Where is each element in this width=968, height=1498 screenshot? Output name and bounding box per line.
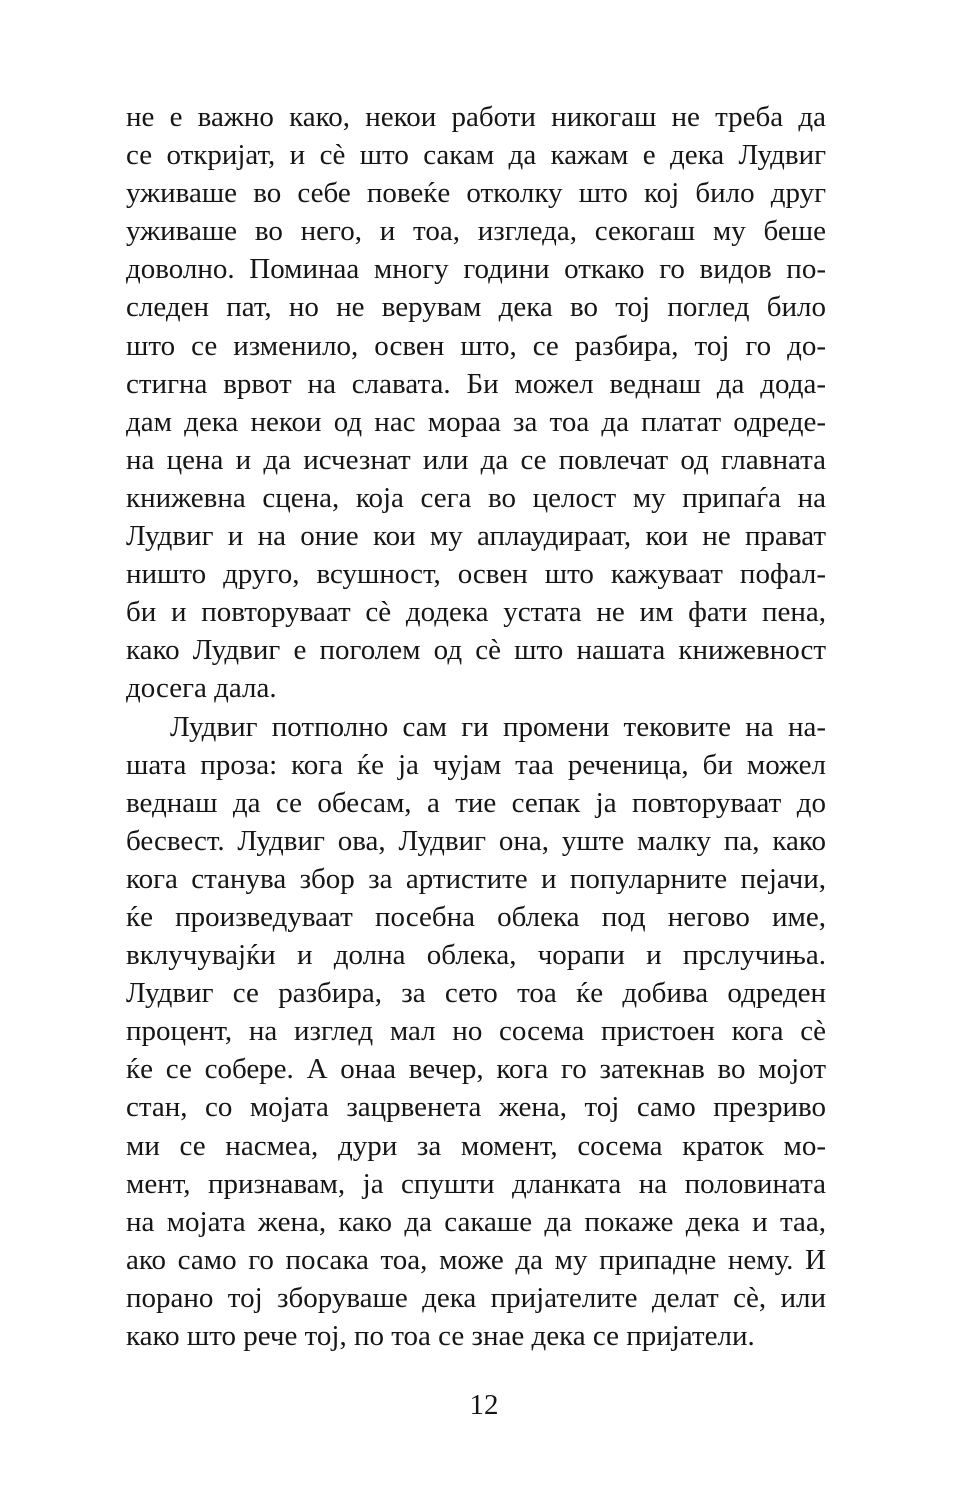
text-line: процент, на изглед мал но сосема пристоен кога сè — [126, 1015, 826, 1048]
text-line: дам дека некои од нас мораа за тоа да платат одреде- — [126, 405, 826, 438]
text-line: стан, со мојата зацрвенета жена, тој само презриво — [126, 1091, 826, 1124]
text-line: стигна врвот на славата. Би можел веднаш да дода- — [126, 367, 826, 400]
text-line: ќе се собере. А онаа вечер, кога го затекнав во мојот — [126, 1053, 826, 1086]
text-line: Лудвиг и на оние кои му аплаудираат, кои не прават — [126, 520, 826, 553]
text-line: ако само го посака тоа, може да му припадне нему. И — [126, 1243, 826, 1276]
paragraph — [126, 708, 826, 1356]
text-line: мент, признавам, ја спушти дланката на половината — [126, 1167, 826, 1200]
text-line: следен пат, но не верувам дека во тој поглед било — [126, 291, 826, 324]
text-line: уживаше во себе повеќе отколку што кој било друг — [126, 177, 826, 210]
text-line: кога станува збор за артистите и популарните пејачи, — [126, 862, 826, 895]
text-line: уживаше во него, и тоа, изгледа, секогаш му беше — [126, 215, 826, 248]
text-line: Лудвиг се разбира, за сето тоа ќе добива одреден — [126, 977, 826, 1010]
text-line: ништо друго, всушност, освен што кажуваат пофал- — [126, 558, 826, 591]
text-line: порано тој зборуваше дека пријателите делат сè, или — [126, 1281, 826, 1314]
text-line: се откријат, и сè што сакам да кажам е дека Лудвиг — [126, 139, 826, 172]
text-line: доволно. Поминаа многу години откако го видов по- — [126, 253, 826, 286]
text-line: не е важно како, некои работи никогаш не треба да — [126, 101, 826, 133]
text-line: ми се насмеа, дури за момент, сосема краток мо- — [126, 1129, 826, 1162]
text-line: на мојата жена, како да сакаше да покаже дека и таа, — [126, 1205, 826, 1238]
text-line: како што рече тој, по тоа се знае дека се пријатели. — [126, 1320, 755, 1352]
paragraph — [126, 98, 826, 708]
text-line: бесвест. Лудвиг ова, Лудвиг она, уште малку па, како — [126, 824, 826, 857]
body-text — [126, 98, 826, 1355]
text-line: што се изменило, освен што, се разбира, тој го до- — [126, 329, 826, 362]
text-line: би и повторуваат сè додека устата не им фати пена, — [126, 596, 826, 629]
text-line: веднаш да се обесам, а тие сепак ја повторуваат до — [126, 786, 826, 819]
text-line: книжевна сцена, која сега во целост му припаѓа на — [126, 481, 826, 514]
text-line: досега дала. — [126, 672, 277, 705]
text-line: ќе произведуваат посебна облека под негово име, — [126, 900, 826, 933]
text-line: шата проза: кога ќе ја чујам таа реченица, би можел — [126, 748, 826, 781]
text-line: Лудвиг потполно сам ги промени тековите на на- — [170, 710, 826, 743]
text-line: како Лудвиг е поголем од сè што нашата книжевност — [126, 634, 826, 667]
page-number: 12 — [469, 1389, 499, 1421]
text-line: вклучувајќи и долна облека, чорапи и прслучиња. — [126, 939, 826, 972]
text-line: на цена и да исчезнат или да се повлечат од главната — [126, 443, 826, 476]
